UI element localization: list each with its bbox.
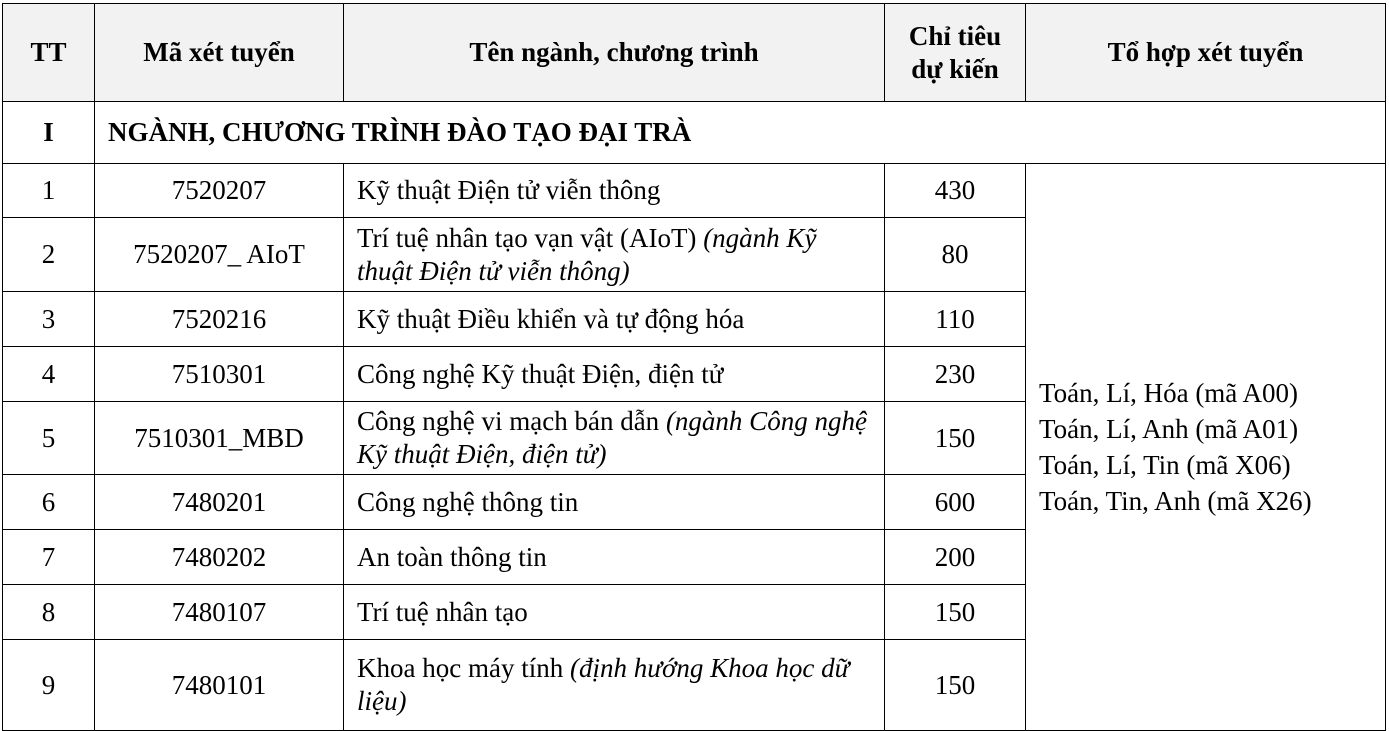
row-code: 7510301 (95, 347, 344, 402)
row-quota: 230 (885, 347, 1026, 402)
row-quota: 430 (885, 164, 1026, 218)
row-quota: 200 (885, 530, 1026, 585)
program-note: (ngành Kỹ thuật Điện tử viễn thông) (357, 222, 817, 286)
combination-item: Toán, Lí, Anh (mã A01) (1039, 414, 1299, 444)
header-quota-line2: dự kiến (911, 53, 999, 84)
row-code: 7480202 (95, 530, 344, 585)
program-note: (ngành Công nghệ Kỹ thuật Điện, điện tử) (357, 406, 867, 469)
header-name: Tên ngành, chương trình (344, 4, 885, 102)
header-combo: Tổ hợp xét tuyển (1026, 4, 1386, 102)
row-code: 7520207 (95, 164, 344, 218)
row-name (344, 585, 885, 640)
program-name: Công nghệ Kỹ thuật Điện, điện tử (357, 358, 724, 389)
combination-item: Toán, Lí, Hóa (mã A00) (1039, 378, 1299, 408)
row-tt: 8 (3, 585, 95, 640)
combination-item: Toán, Lí, Tin (mã X06) (1039, 450, 1291, 480)
row-tt: 2 (3, 218, 95, 292)
row-tt: 3 (3, 292, 95, 347)
row-tt: 4 (3, 347, 95, 402)
section-title: NGÀNH, CHƯƠNG TRÌNH ĐÀO TẠO ĐẠI TRÀ (95, 102, 1386, 164)
row-quota: 150 (885, 640, 1026, 731)
row-quota: 600 (885, 475, 1026, 530)
combination-item: Toán, Tin, Anh (mã X26) (1039, 486, 1312, 516)
header-code: Mã xét tuyển (95, 4, 344, 102)
row-code: 7480101 (95, 640, 344, 731)
section-row (3, 102, 1386, 164)
row-tt: 9 (3, 640, 95, 731)
program-name: Khoa học máy tính (357, 653, 570, 683)
row-name (344, 475, 885, 530)
program-name: Trí tuệ nhân tạo vạn vật (AIoT) (357, 222, 704, 253)
row-name (344, 218, 885, 292)
row-tt: 5 (3, 402, 95, 475)
row-name (344, 347, 885, 402)
combinations-cell (1026, 164, 1386, 731)
row-code: 7480107 (95, 585, 344, 640)
row-code: 7520216 (95, 292, 344, 347)
row-quota: 110 (885, 292, 1026, 347)
program-name: Trí tuệ nhân tạo (357, 596, 528, 627)
table-row (3, 164, 1386, 218)
row-name (344, 640, 885, 731)
row-name (344, 164, 885, 218)
header-row (3, 4, 1386, 102)
program-name: Công nghệ vi mạch bán dẫn (357, 406, 666, 436)
row-code: 7480201 (95, 475, 344, 530)
program-name: Công nghệ thông tin (357, 486, 579, 517)
row-quota: 80 (885, 218, 1026, 292)
row-code: 7510301_MBD (95, 402, 344, 475)
row-tt: 7 (3, 530, 95, 585)
program-name: Kỹ thuật Điện tử viễn thông (357, 175, 661, 205)
row-quota: 150 (885, 585, 1026, 640)
admission-table (2, 3, 1386, 731)
section-number: I (3, 102, 95, 164)
row-name (344, 402, 885, 475)
row-name (344, 292, 885, 347)
header-quota-line1: Chỉ tiêu (908, 20, 1002, 51)
row-tt: 6 (3, 475, 95, 530)
row-tt: 1 (3, 164, 95, 218)
row-code: 7520207_ AIoT (95, 218, 344, 292)
program-name: Kỹ thuật Điều khiển và tự động hóa (357, 303, 745, 334)
header-tt: TT (3, 4, 95, 102)
header-quota (885, 4, 1026, 102)
row-quota: 150 (885, 402, 1026, 475)
program-note: (định hướng Khoa học dữ liệu) (357, 653, 850, 716)
program-name: An toàn thông tin (357, 541, 547, 572)
row-name (344, 530, 885, 585)
